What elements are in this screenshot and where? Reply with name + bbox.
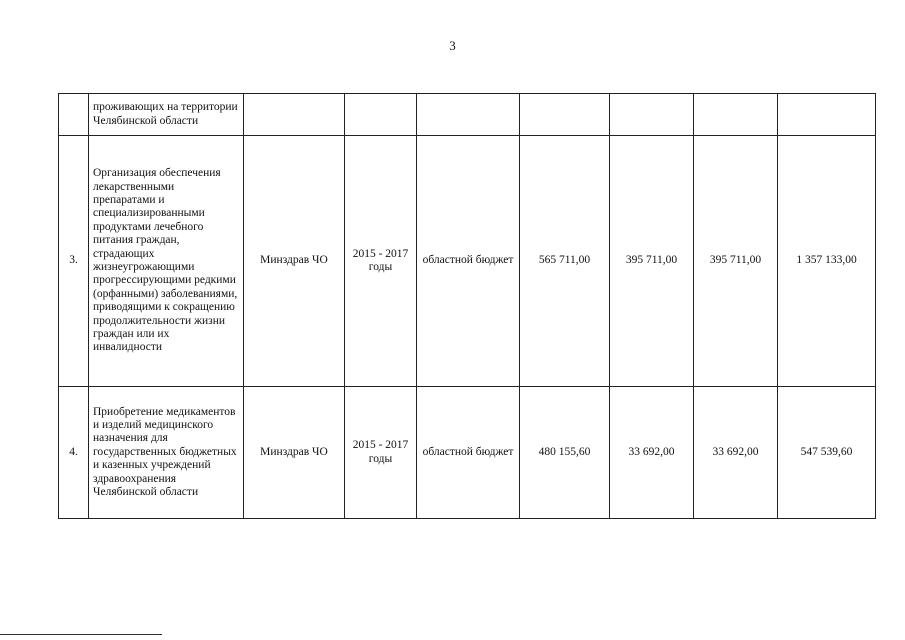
period: 2015 - 2017 годы [345, 136, 417, 387]
amount-2017: 395 711,00 [694, 136, 778, 387]
amount-2015: 480 155,60 [520, 387, 610, 519]
amount-2015 [520, 94, 610, 136]
amount-2015: 565 711,00 [520, 136, 610, 387]
amount-total: 1 357 133,00 [778, 136, 876, 387]
amount-2017: 33 692,00 [694, 387, 778, 519]
executor: Минздрав ЧО [244, 136, 345, 387]
measure-name: проживающих на территории Челябинской области [89, 94, 244, 136]
amount-2017 [694, 94, 778, 136]
footnote-divider [0, 634, 162, 635]
program-table [58, 93, 876, 519]
row-number: 4. [59, 387, 89, 519]
executor [244, 94, 345, 136]
table-row [59, 136, 876, 387]
period [345, 94, 417, 136]
page-number: 3 [449, 38, 456, 53]
row-number: 3. [59, 136, 89, 387]
measure-name: Приобретение медикаментов и изделий медицинского назначения для государственных бюджетных и казенных учреждений здравоохранения Челябинской области [89, 387, 244, 519]
period: 2015 - 2017 годы [345, 387, 417, 519]
row-number [59, 94, 89, 136]
table-row [59, 387, 876, 519]
amount-2016 [610, 94, 694, 136]
amount-2016: 33 692,00 [610, 387, 694, 519]
funding-source: областной бюджет [417, 387, 520, 519]
amount-2016: 395 711,00 [610, 136, 694, 387]
amount-total [778, 94, 876, 136]
executor: Минздрав ЧО [244, 387, 345, 519]
funding-source: областной бюджет [417, 136, 520, 387]
table-row [59, 94, 876, 136]
measure-name: Организация обеспечения лекарственными препаратами и специализированными продуктами лечебного питания граждан, страдающих жизнеугрожающими прогрессирующими редкими (орфанными) заболеваниями, приводящими к сокращению продолжительности жизни граждан или их инвалидности [89, 136, 244, 387]
funding-source [417, 94, 520, 136]
amount-total: 547 539,60 [778, 387, 876, 519]
